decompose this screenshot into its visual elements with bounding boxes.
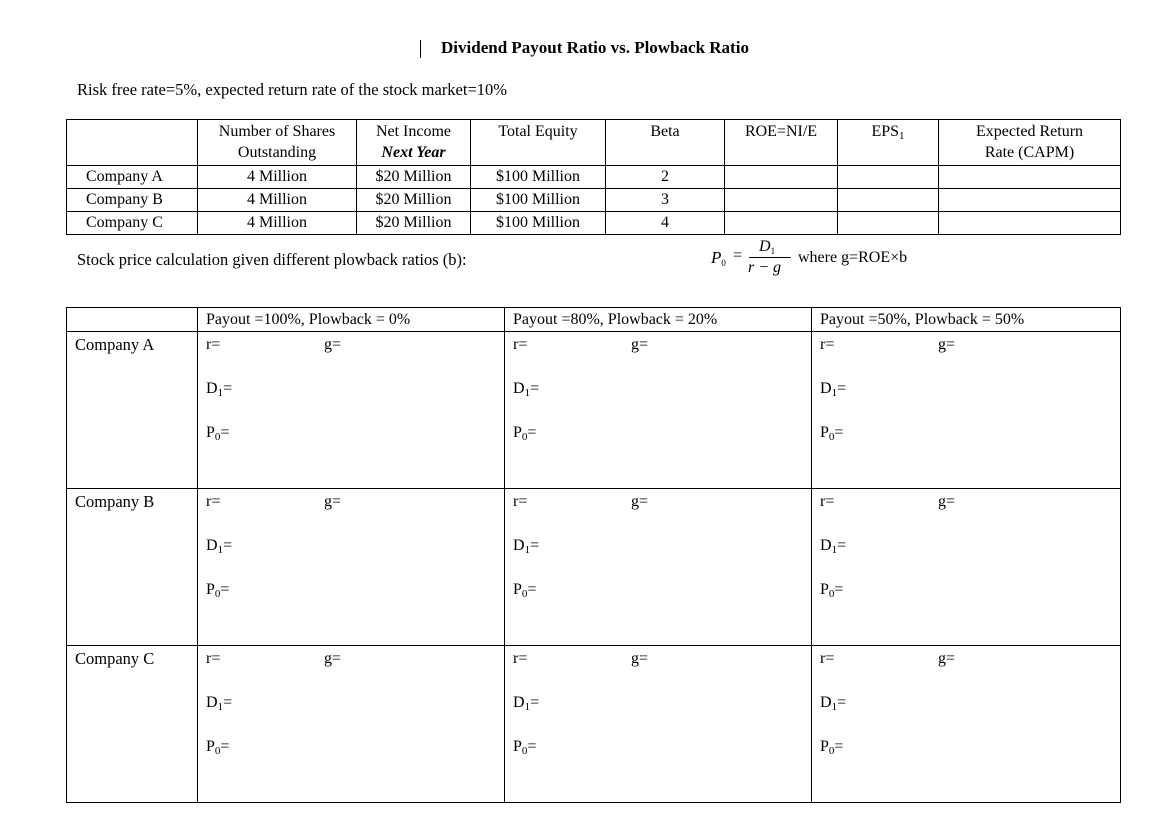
r-label: r=: [820, 650, 835, 667]
intro-text: Risk free rate=5%, expected return rate of the stock market=10%: [77, 80, 508, 99]
row-net-income: $20 Million: [357, 166, 471, 189]
g-label: g=: [631, 336, 649, 353]
header-equity-label: Total Equity: [498, 123, 578, 140]
plowback-table: [66, 307, 1121, 803]
g-label: g=: [631, 493, 649, 510]
row-err-blank[interactable]: [939, 212, 1121, 235]
row-net-income: $20 Million: [357, 189, 471, 212]
row-roe-blank[interactable]: [725, 189, 838, 212]
p0-label: $P_0=$: [820, 581, 844, 600]
d1-label: $D_1=$: [206, 694, 233, 713]
stock-price-formula: [711, 238, 971, 288]
calc-cell[interactable]: [505, 332, 812, 489]
header-err-line2: Rate (CAPM): [984, 144, 1075, 161]
table-row: [67, 166, 1121, 189]
row-shares: 4 Million: [198, 212, 357, 235]
header-expected-return: [939, 120, 1121, 166]
row-company: Company A: [67, 166, 198, 189]
calc-cell[interactable]: [812, 332, 1121, 489]
header-roe: [725, 120, 838, 166]
calc-cell[interactable]: [505, 646, 812, 803]
p0-label: $P_0=$: [513, 424, 537, 443]
table-row: [67, 189, 1121, 212]
r-label: r=: [206, 336, 221, 353]
p0-label: $P_0=$: [820, 738, 844, 757]
r-label: r=: [513, 336, 528, 353]
row-equity: $100 Million: [471, 189, 606, 212]
g-label: g=: [938, 336, 956, 353]
d1-label: $D_1=$: [820, 537, 847, 556]
formula-d: D: [759, 238, 771, 255]
row-err-blank[interactable]: [939, 189, 1121, 212]
table-header-row: [67, 120, 1121, 166]
header-beta-label: Beta: [650, 123, 680, 140]
d1-label: $D_1=$: [513, 537, 540, 556]
d1-label: $D_1=$: [820, 694, 847, 713]
formula-denominator: r − g: [748, 259, 782, 276]
header-err-line1: Expected Return: [975, 123, 1084, 140]
row-beta: 4: [606, 212, 725, 235]
row-beta: 2: [606, 166, 725, 189]
header-payout-50: Payout =50%, Plowback = 50%: [812, 308, 1121, 332]
company-block-row: [67, 489, 1121, 646]
header-payout-80: Payout =80%, Plowback = 20%: [505, 308, 812, 332]
g-label: g=: [938, 493, 956, 510]
header-equity: [471, 120, 606, 166]
header-net-income: [357, 120, 471, 166]
block-company: Company A: [67, 332, 198, 489]
d1-label: $D_1=$: [206, 380, 233, 399]
p0-label: $P_0=$: [206, 424, 230, 443]
block-company: Company C: [67, 646, 198, 803]
row-equity: $100 Million: [471, 212, 606, 235]
g-label: g=: [631, 650, 649, 667]
calc-cell[interactable]: [812, 646, 1121, 803]
formula-equals: =: [733, 247, 743, 264]
header-empty: [67, 120, 198, 166]
r-label: r=: [513, 650, 528, 667]
d1-label: $D_1=$: [513, 380, 540, 399]
header-shares-line2: Outstanding: [237, 144, 317, 161]
block-company: Company B: [67, 489, 198, 646]
header-shares-line1: Number of Shares: [218, 123, 336, 140]
d1-label: $D_1=$: [206, 537, 233, 556]
row-roe-blank[interactable]: [725, 166, 838, 189]
row-company: Company B: [67, 189, 198, 212]
header-shares: [198, 120, 357, 166]
r-label: r=: [206, 493, 221, 510]
header-eps-sub: 1: [899, 130, 905, 142]
row-company: Company C: [67, 212, 198, 235]
company-block-row: [67, 332, 1121, 489]
table-row: [67, 212, 1121, 235]
calc-label: Stock price calculation given different plowback ratios (b):: [77, 250, 467, 269]
g-label: g=: [324, 493, 342, 510]
plowback-header-row: [67, 308, 1121, 332]
d1-label: $D_1=$: [820, 380, 847, 399]
row-eps-blank[interactable]: [838, 189, 939, 212]
header-roe-label: ROE=NI/E: [744, 123, 818, 140]
header-ni-line1: Net Income: [375, 123, 452, 140]
row-roe-blank[interactable]: [725, 212, 838, 235]
g-label: g=: [938, 650, 956, 667]
p0-label: $P_0=$: [820, 424, 844, 443]
header-eps-label: EPS: [871, 123, 900, 140]
formula-p0: [711, 248, 726, 268]
calc-cell[interactable]: [505, 489, 812, 646]
row-shares: 4 Million: [198, 189, 357, 212]
row-beta: 3: [606, 189, 725, 212]
calc-cell[interactable]: [198, 332, 505, 489]
r-label: r=: [820, 493, 835, 510]
header-eps: [838, 120, 939, 166]
d1-label: $D_1=$: [513, 694, 540, 713]
calc-cell[interactable]: [198, 489, 505, 646]
formula-p: P: [711, 248, 722, 267]
header-beta: [606, 120, 725, 166]
page-title: Dividend Payout Ratio vs. Plowback Ratio: [441, 38, 749, 57]
calc-cell[interactable]: [812, 489, 1121, 646]
p0-label: $P_0=$: [206, 581, 230, 600]
row-shares: 4 Million: [198, 166, 357, 189]
row-net-income: $20 Million: [357, 212, 471, 235]
row-equity: $100 Million: [471, 166, 606, 189]
row-eps-blank[interactable]: [838, 212, 939, 235]
calc-cell[interactable]: [198, 646, 505, 803]
header-empty: [67, 308, 198, 332]
company-data-table: [66, 119, 1121, 235]
p0-label: $P_0=$: [513, 581, 537, 600]
r-label: r=: [206, 650, 221, 667]
formula-p-sub: 0: [721, 258, 726, 268]
r-label: r=: [513, 493, 528, 510]
fraction-bar: [749, 257, 791, 258]
row-eps-blank[interactable]: [838, 166, 939, 189]
formula-d-sub: 1: [770, 246, 776, 256]
row-err-blank[interactable]: [939, 166, 1121, 189]
p0-label: $P_0=$: [513, 738, 537, 757]
p0-label: $P_0=$: [206, 738, 230, 757]
header-ni-line2: Next Year: [381, 144, 446, 161]
g-label: g=: [324, 650, 342, 667]
formula-where: where g=ROE×b: [798, 249, 908, 266]
g-label: g=: [324, 336, 342, 353]
company-block-row: [67, 646, 1121, 803]
formula-numerator: [759, 238, 775, 256]
text-cursor: [420, 40, 421, 58]
header-payout-100: Payout =100%, Plowback = 0%: [198, 308, 505, 332]
r-label: r=: [820, 336, 835, 353]
